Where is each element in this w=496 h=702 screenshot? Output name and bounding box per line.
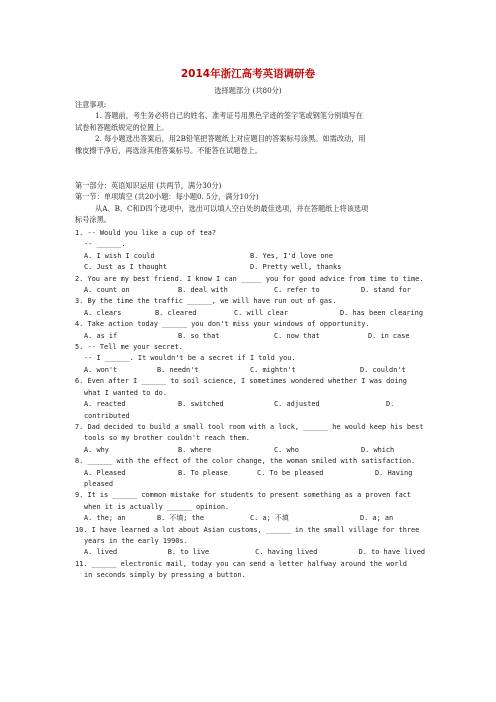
option-b: B. deal with bbox=[178, 286, 228, 295]
question-6-options bbox=[75, 399, 425, 410]
option-b: B. needn't bbox=[157, 365, 199, 374]
question-5-options bbox=[75, 365, 425, 376]
notes-heading: 注意事项: bbox=[75, 100, 107, 109]
instruction-line-1: 从A、B、C和D四个选项中，选出可以填入空白处的最佳选项，并在答题纸上将该选项 bbox=[95, 203, 369, 213]
question-10-options bbox=[75, 547, 425, 558]
question-1-options-row-1 bbox=[75, 251, 425, 262]
questions-block bbox=[75, 228, 425, 582]
question-9-stem-line-1: 9. It is ______ common mistake for students to present something as a proven fact bbox=[75, 491, 412, 500]
question-9-options bbox=[75, 513, 425, 524]
note-2-line-1: 2. 每小题选出答案后，用2B铅笔把答题纸上对应题目的答案标号涂黑。如需改动，用 bbox=[95, 134, 366, 144]
note-1-line-1: 1. 答题前，考生务必将自己的姓名、准考证号用黑色字迹的签字笔或钢笔分别填写在 bbox=[95, 111, 363, 121]
question-6-stem-line-1: 6. Even after I ______ to soil science, I sometimes wondered whether I was doing bbox=[75, 377, 407, 386]
question-4-options bbox=[75, 331, 425, 342]
exam-subtitle: 选择题部分 (共80分) bbox=[214, 86, 282, 95]
option-d: D. Having bbox=[375, 468, 413, 477]
question-8-stem: 8. ______ with the effect of the color change, the woman smiled with satisfaction. bbox=[75, 457, 416, 466]
option-c: C. Just as I thought bbox=[84, 263, 167, 272]
question-3-options bbox=[75, 308, 425, 319]
question-6-stem-line-2: what I wanted to do. bbox=[84, 388, 167, 397]
section-1-heading: 第一节：单项填空 (共20小题：每小题0. 5分，满分10分) bbox=[75, 192, 259, 202]
option-c: C. who bbox=[274, 445, 299, 454]
question-3-stem: 3. By the time the traffic ______, we will have run out of gas. bbox=[75, 297, 337, 306]
question-4-stem: 4. Take action today ______ you don't miss your windows of opportunity. bbox=[75, 320, 370, 329]
option-a: A. reacted bbox=[84, 400, 126, 409]
question-2-options bbox=[75, 285, 425, 296]
option-d: D. has been clearing bbox=[340, 308, 423, 317]
option-b: B. switched bbox=[178, 400, 224, 409]
note-2-line-2: 橡皮擦干净后，再选涂其他答案标号。不能答在试题卷上。 bbox=[75, 145, 262, 155]
question-10-stem-line-1: 10. I have learned a lot about Asian customs, ______ in the small village for three bbox=[75, 525, 420, 534]
option-d: D. which bbox=[361, 445, 395, 454]
option-a: A. the; an bbox=[84, 514, 126, 523]
option-d: D. in case bbox=[368, 331, 410, 340]
option-b: B. so that bbox=[178, 331, 220, 340]
question-10-stem-line-2: years in the early 1990s. bbox=[84, 536, 188, 545]
question-1-response: -- ______. bbox=[84, 240, 126, 249]
question-5-stem: 5. -- Tell me your secret. bbox=[75, 343, 183, 352]
option-b: B. to live bbox=[167, 548, 210, 557]
option-c: C. having lived bbox=[255, 548, 318, 557]
option-a: A. clears bbox=[84, 308, 122, 317]
option-c: C. adjusted bbox=[274, 400, 320, 409]
option-c: C. will clear bbox=[234, 308, 288, 317]
question-7-stem-line-2: tools so my brother couldn't reach them. bbox=[84, 434, 250, 443]
option-a: A. won't bbox=[84, 365, 118, 374]
option-b: B. To please bbox=[178, 468, 228, 477]
part-1-block bbox=[75, 180, 425, 226]
part-1-heading: 第一部分：英语知识运用 (共两节，满分30分) bbox=[75, 181, 222, 190]
note-1-line-2: 试卷和答题纸规定的位置上。 bbox=[75, 122, 169, 132]
question-7-stem-line-1: 7. Dad decided to build a small tool room with a lock, ______ he would keep his best bbox=[75, 422, 424, 431]
option-b: B. Yes, I'd love one bbox=[250, 251, 333, 260]
question-1-options-row-2 bbox=[75, 262, 425, 273]
option-d: D. stand for bbox=[361, 286, 411, 295]
option-c: C. mightn't bbox=[250, 365, 296, 374]
question-6-option-d-continued: contributed bbox=[84, 411, 130, 420]
option-d: D. couldn't bbox=[360, 365, 406, 374]
option-c: C. now that bbox=[274, 331, 320, 340]
option-a: A. why bbox=[84, 445, 109, 454]
option-b: B. 不填; the bbox=[157, 514, 204, 523]
option-c: C. refer to bbox=[274, 286, 320, 295]
option-b: B. where bbox=[178, 445, 212, 454]
option-a: A. lived bbox=[84, 548, 118, 557]
exam-title: 2014年浙江高考英语调研卷 bbox=[180, 68, 316, 80]
question-8-options bbox=[75, 468, 425, 479]
question-2-stem: 2. You are my best friend. I know I can _____ you for good advice from time to time. bbox=[75, 274, 424, 283]
option-d: D. a; an bbox=[360, 514, 394, 523]
question-5-response: -- I ______. It wouldn't be a secret if I told you. bbox=[84, 354, 296, 363]
question-8-option-d-continued: pleased bbox=[84, 479, 114, 488]
notes-block bbox=[75, 99, 425, 156]
option-b: B. cleared bbox=[155, 308, 197, 317]
question-1-stem: 1. -- Would you like a cup of tea? bbox=[75, 229, 217, 237]
option-a: A. count on bbox=[84, 286, 130, 295]
question-7-options bbox=[75, 445, 425, 456]
option-d: D. Pretty well, thanks bbox=[250, 263, 342, 272]
option-c: C. To be pleased bbox=[257, 468, 324, 477]
option-d: D. bbox=[386, 400, 395, 409]
question-11-stem-line-2: in seconds simply by pressing a button. bbox=[84, 571, 246, 580]
option-a: A. I wish I could bbox=[84, 251, 155, 260]
option-d: D. to have lived bbox=[358, 548, 426, 557]
question-9-stem-line-2: when it is actually ______ opinion. bbox=[84, 502, 230, 511]
instruction-line-2: 标号涂黑。 bbox=[75, 215, 111, 225]
question-11-stem-line-1: 11. ______ electronic mail, today you can send a letter halfway around the world bbox=[75, 559, 407, 568]
option-c: C. a; 不填 bbox=[250, 514, 289, 523]
option-a: A. Pleased bbox=[84, 468, 126, 477]
option-a: A. as if bbox=[84, 331, 118, 340]
